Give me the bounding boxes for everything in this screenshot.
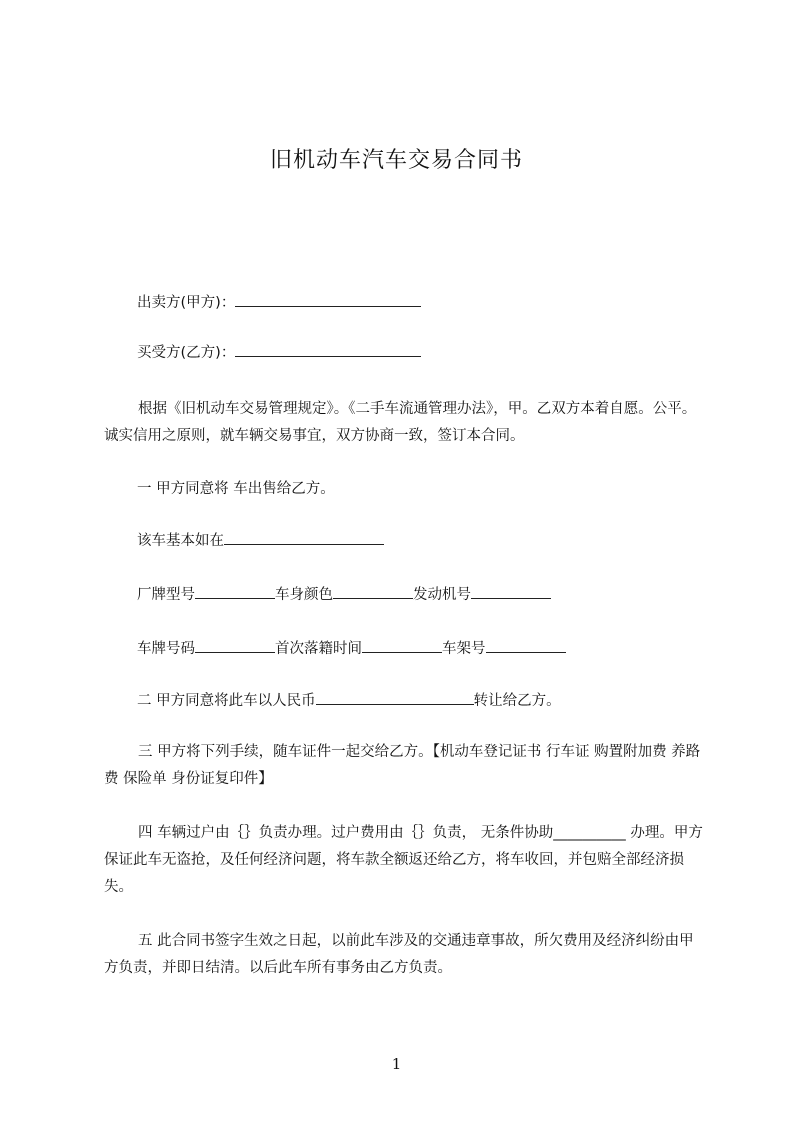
- plate-no-label: 车牌号码: [137, 641, 195, 657]
- engine-no-label: 发动机号: [413, 587, 471, 603]
- clause-5: 五 此合同书签字生效之日起，以前此车涉及的交通违章事故，所欠费用及经济纠纷由甲方负责，并即日结清。以后此车所有事务由乙方负责。: [104, 933, 694, 976]
- buyer-line: [137, 340, 421, 366]
- page-number: 1: [391, 1055, 402, 1073]
- brand-model-blank: [195, 583, 275, 599]
- vehicle-info-line-2: [137, 636, 566, 662]
- plate-no-blank: [195, 637, 275, 653]
- clause-3: 三 甲方将下列手续，随车证件一起交给乙方。【机动车登记证书 行车证 购置附加费 养路费 保险单 身份证复印件】: [104, 744, 701, 787]
- seller-label: 出卖方(甲方)：: [137, 295, 236, 311]
- brand-model-label: 厂牌型号: [137, 587, 195, 603]
- body-color-blank: [333, 583, 413, 599]
- price-blank: [316, 689, 474, 705]
- clause-2-prefix: 二 甲方同意将此车以人民币: [137, 693, 316, 709]
- buyer-label: 买受方(乙方)：: [137, 345, 236, 361]
- first-reg-date-label: 首次落籍时间: [275, 641, 362, 657]
- first-reg-date-blank: [362, 637, 442, 653]
- clause-1: 一 甲方同意将 车出售给乙方。: [137, 481, 335, 497]
- vehicle-basic-line: [137, 528, 384, 554]
- body-color-label: 车身颜色: [275, 587, 333, 603]
- frame-no-label: 车架号: [442, 641, 486, 657]
- vehicle-info-line-1: [137, 582, 551, 608]
- buyer-blank: [235, 341, 421, 357]
- document-title: 旧机动车汽车交易合同书: [269, 148, 523, 173]
- seller-blank: [235, 291, 421, 307]
- engine-no-blank: [471, 583, 551, 599]
- clause-2: [137, 688, 561, 714]
- seller-line: [137, 290, 421, 316]
- clause-2-suffix: 转让给乙方。: [473, 693, 561, 709]
- clause-4: 四 车辆过户由｛｝负责办理。过户费用由｛｝负责， 无条件协助__________ 办理。甲方保证此车无盗抢，及任何经济问题，将车款全额返还给乙方，将车收回，并包赔全部经济损失。: [104, 825, 703, 895]
- frame-no-blank: [486, 637, 566, 653]
- vehicle-basic-blank: [224, 529, 384, 545]
- vehicle-basic-label: 该车基本如在: [137, 533, 224, 549]
- preamble-paragraph: 根据《旧机动车交易管理规定》。《二手车流通管理办法》，甲。乙双方本着自愿。公平。诚实信用之原则，就车辆交易事宜，双方协商一致，签订本合同。: [104, 401, 697, 444]
